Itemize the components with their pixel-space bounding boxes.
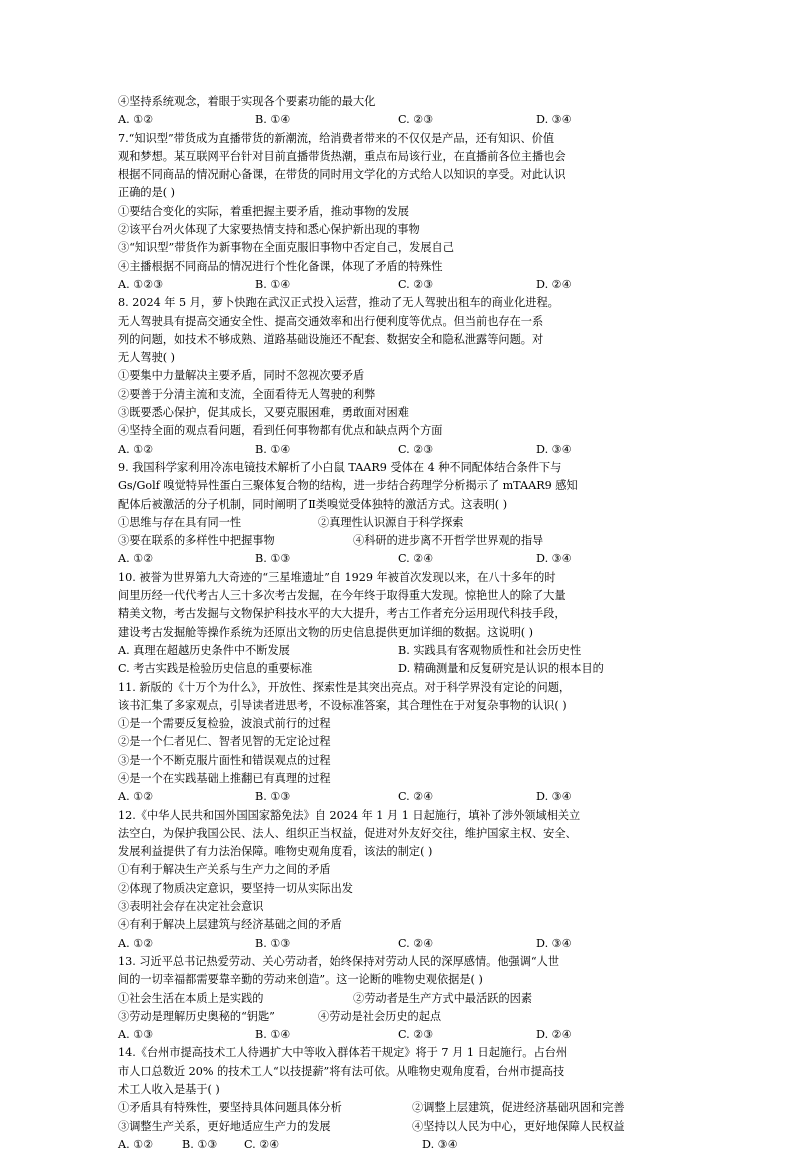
q8-item-2: ②要善于分清主流和支流，全面看待无人驾驶的利弊 (118, 387, 376, 401)
q10-stem-line: 间里历经一代代考古人三十多次考古发掘，在今年终于取得重大发现。惊艳世人的除了大量 (118, 589, 566, 603)
q7-option-b[interactable]: B. ①④ (255, 277, 291, 291)
q13-options (118, 1026, 680, 1044)
q12-option-d[interactable]: D. ③④ (536, 936, 572, 950)
q7-stem-line: 观和梦想。某互联网平台针对目前直播带货热潮，重点布局该行业，在直播前各位主播也会 (118, 149, 566, 163)
q8-item-4: ④坚持全面的观点看问题，看到任何事物都有优点和缺点两个方面 (118, 424, 443, 438)
q13-option-c[interactable]: C. ②③ (398, 1028, 434, 1042)
q11-item-2: ②是一个仁者见仁、智者见智的无定论过程 (118, 735, 331, 749)
q8-item-1: ①要集中力量解决主要矛盾，同时不忽视次要矛盾 (118, 369, 365, 383)
q12-options (118, 935, 680, 953)
q9-option-c[interactable]: C. ②④ (398, 552, 434, 566)
q14-item-1: ①矛盾具有特殊性，要坚持具体问题具体分析 (118, 1101, 342, 1115)
q13-option-d[interactable]: D. ②④ (536, 1028, 572, 1042)
q10-stem-line: 建设考古发掘舱等操作系统为还原出文物的历史信息提供更加详细的数据。这说明( ) (118, 625, 534, 639)
q8-stem-line: 列的问题，如技术不够成熟、道路基础设施还不配套、数据安全和隐私泄露等问题。对 (118, 332, 544, 346)
q13-item-2: ②劳动者是生产方式中最活跃的因素 (353, 991, 533, 1005)
q11-item-4: ④是一个在实践基础上推翻已有真理的过程 (118, 771, 331, 785)
q7-item-1: ①要结合变化的实际，着重把握主要矛盾，推动事物的发展 (118, 204, 409, 218)
q7-option-d[interactable]: D. ②④ (536, 277, 572, 291)
q9-items-row (118, 514, 680, 532)
q10-stem-line: 精美文物，考古发掘与文物保护科技水平的大大提升，考古工作者充分运用现代科技手段， (118, 607, 566, 621)
q13-items-row (118, 990, 680, 1008)
q9-stem-line: 9. 我国科学家利用冷冻电镜技术解析了小白鼠 TAAR9 受体在 4 种不同配体结合条件下与 (118, 460, 562, 474)
q9-items-row (118, 532, 680, 550)
exam-page (118, 93, 680, 1154)
q8-stem-line: 无人驾驶具有提高交通安全性、提高交通效率和出行便利度等优点。但当前也存在一系 (118, 314, 544, 328)
q7-options (118, 276, 680, 294)
q6-options (118, 111, 680, 129)
q7-item-2: ②该平台꺼火体现了大家要热情支持和悉心保护新出现的事物 (118, 223, 420, 237)
q12-option-c[interactable]: C. ②④ (398, 936, 434, 950)
q11-option-d[interactable]: D. ③④ (536, 790, 572, 804)
q14-options (118, 1136, 680, 1154)
q11-stem-line: 11. 新版的《十万个为什么》，开放性、探索性是其突出亮点。对于科学界没有定论的问题， (118, 680, 571, 694)
q10-stem-line: 10. 被誉为世界第九大奇迹的“三星堆遗址”自 1929 年被首次发现以来，在八十多年的时 (118, 570, 556, 584)
q14-stem-line: 14.《台州市提高技术工人待遇扩大中等收入群体若干规定》将于 7 月 1 日起施行。占台州 (118, 1046, 568, 1060)
q11-option-b[interactable]: B. ①③ (255, 790, 291, 804)
q8-option-a[interactable]: A. ①② (118, 442, 154, 456)
q10-option-c[interactable]: C. 考古实践是检验历史信息的重要标准 (118, 662, 313, 676)
q11-item-3: ③是一个不断克服片面性和错误观点的过程 (118, 753, 331, 767)
q7-stem-line: 7.“知识型”带货成为直播带货的新潮流，给消费者带来的不仅仅是产品，还有知识、价值 (118, 131, 555, 145)
q6-option-a[interactable]: A. ①② (118, 113, 154, 127)
q13-items-row (118, 1008, 680, 1026)
q7-option-a[interactable]: A. ①②③ (118, 277, 164, 291)
q12-stem-line: 法空白，为保护我国公民、法人、组织正当权益，促进对外友好交往，维护国家主权、安全、 (118, 826, 577, 840)
q9-option-d[interactable]: D. ③④ (536, 552, 572, 566)
q14-items-row (118, 1099, 680, 1117)
q12-item-2: ②体现了物质决定意识，要坚持一切从实际出发 (118, 881, 353, 895)
q7-item-4: ④主播根据不同商品的情况进行个性化备课，体现了矛盾的特殊性 (118, 259, 443, 273)
q8-item-3: ③既要悉心保护，促其成长，又要克服困难，勇敢面对困难 (118, 406, 409, 420)
q14-option-a[interactable]: A. ①② (118, 1137, 154, 1151)
q13-option-b[interactable]: B. ①④ (255, 1028, 291, 1042)
q14-stem-line: 市人口总数近 20% 的技术工人“以技提薪”将有法可依。从唯物史观角度看，台州市提高技 (118, 1064, 565, 1078)
q12-stem-line: 12.《中华人民共和国外国国家豁免法》自 2024 年 1 月 1 日起施行，填补了涉外领域相关立 (118, 808, 581, 822)
q6-option-d[interactable]: D. ③④ (536, 113, 572, 127)
q8-options (118, 441, 680, 459)
q7-stem-line: 正确的是( ) (118, 186, 176, 200)
q11-item-1: ①是一个需要反复检验，波浪式前行的过程 (118, 717, 331, 731)
q10-options-row (118, 660, 680, 678)
q7-stem-line: 根据不同商品的情况耐心备课，在带货的同时用文学化的方式给人以知识的享受。对此认识 (118, 168, 566, 182)
q8-stem-line: 8. 2024 年 5 月，萝卜快跑在武汉正式投入运营，推动了无人驾驶出租车的商业化进程。 (118, 296, 559, 310)
q8-stem-line: 无人驾驶( ) (118, 351, 176, 365)
q14-item-3: ③调整生产关系，更好地适应生产力的发展 (118, 1119, 331, 1133)
q14-option-c[interactable]: C. ②④ (244, 1137, 280, 1151)
q10-options-row (118, 642, 680, 660)
q11-options (118, 788, 680, 806)
q10-option-d[interactable]: D. 精确测量和反复研究是认识的根本目的 (398, 662, 604, 676)
q12-item-4: ④有利于解决上层建筑与经济基础之间的矛盾 (118, 918, 342, 932)
question-14 (118, 1044, 680, 1154)
q9-item-4: ④科研的进步离不开哲学世界观的指导 (353, 534, 544, 548)
q6-option-c[interactable]: C. ②③ (398, 113, 434, 127)
q8-option-b[interactable]: B. ①④ (255, 442, 291, 456)
q8-option-c[interactable]: C. ②③ (398, 442, 434, 456)
q13-item-4: ④劳动是社会历史的起点 (318, 1009, 442, 1023)
q9-options (118, 550, 680, 568)
q9-stem-line: 配体后被激活的分子机制，同时阐明了Ⅱ类嗅觉受体独特的激活方式。这表明( ) (118, 497, 508, 511)
question-10 (118, 569, 680, 679)
q12-item-1: ①有利于解决生产关系与生产力之间的矛盾 (118, 863, 331, 877)
q13-item-1: ①社会生活在本质上是实践的 (118, 991, 264, 1005)
q7-item-3: ③“知识型”带货作为新事物在全面克服旧事物中否定自己，发展自己 (118, 241, 454, 255)
q13-item-3: ③劳动是理解历史奥秘的“钥匙” (118, 1009, 275, 1023)
q12-option-b[interactable]: B. ①③ (255, 936, 291, 950)
q9-stem-line: Gs/Golf 嗅觉特异性蛋白三聚体复合物的结构，进一步结合药理学分析揭示了 mTAAR9 感知 (118, 479, 578, 493)
question-9 (118, 459, 680, 569)
q13-stem-line: 13. 习近平总书记热爱劳动、关心劳动者，始终保持对劳动人民的深厚感情。他强调“人世 (118, 954, 560, 968)
question-8 (118, 294, 680, 459)
question-12 (118, 807, 680, 953)
q14-option-b[interactable]: B. ①③ (182, 1137, 218, 1151)
question-13 (118, 953, 680, 1044)
q6-option-b[interactable]: B. ①④ (255, 113, 291, 127)
q7-option-c[interactable]: C. ②③ (398, 277, 434, 291)
q14-option-d[interactable]: D. ③④ (422, 1137, 458, 1151)
question-7 (118, 130, 680, 295)
q12-item-3: ③表明社会存在决定社会意识 (118, 900, 264, 914)
q12-option-a[interactable]: A. ①② (118, 936, 154, 950)
q9-option-b[interactable]: B. ①③ (255, 552, 291, 566)
q6-item-4: ④坚持系统观念，着眼于实现各个要素功能的最大化 (118, 95, 376, 108)
q14-items-row (118, 1118, 680, 1136)
q8-option-d[interactable]: D. ③④ (536, 442, 572, 456)
q9-option-a[interactable]: A. ①② (118, 552, 154, 566)
q14-stem-line: 术工人收入是基于( ) (118, 1083, 220, 1097)
q14-item-2: ②调整上层建筑，促进经济基础巩固和完善 (412, 1101, 625, 1115)
q10-option-a[interactable]: A. 真理在超越历史条件中不断发展 (118, 643, 290, 657)
q14-item-4: ④坚持以人民为中心，更好地保障人民权益 (412, 1119, 625, 1133)
question-11 (118, 679, 680, 807)
q11-stem-line: 该书汇集了多家观点，引导读者进思考，不设标准答案，其合理性在于对复杂事物的认识( ) (118, 698, 567, 712)
q10-option-b[interactable]: B. 实践具有客观物质性和社会历史性 (398, 643, 582, 657)
q9-item-2: ②真理性认识源自于科学探索 (318, 515, 464, 529)
q13-option-a[interactable]: A. ①③ (118, 1028, 154, 1042)
q11-option-a[interactable]: A. ①② (118, 790, 154, 804)
q12-stem-line: 发展利益提供了有力法治保障。唯物史观角度看，该法的制定( ) (118, 845, 433, 859)
q9-item-1: ①思维与存在具有同一性 (118, 515, 242, 529)
q9-item-3: ③要在联系的多样性中把握事物 (118, 534, 275, 548)
q13-stem-line: 间的一切幸福都需要靠辛勤的劳动来创造”。这一论断的唯物史观依据是( ) (118, 973, 483, 987)
q11-option-c[interactable]: C. ②④ (398, 790, 434, 804)
